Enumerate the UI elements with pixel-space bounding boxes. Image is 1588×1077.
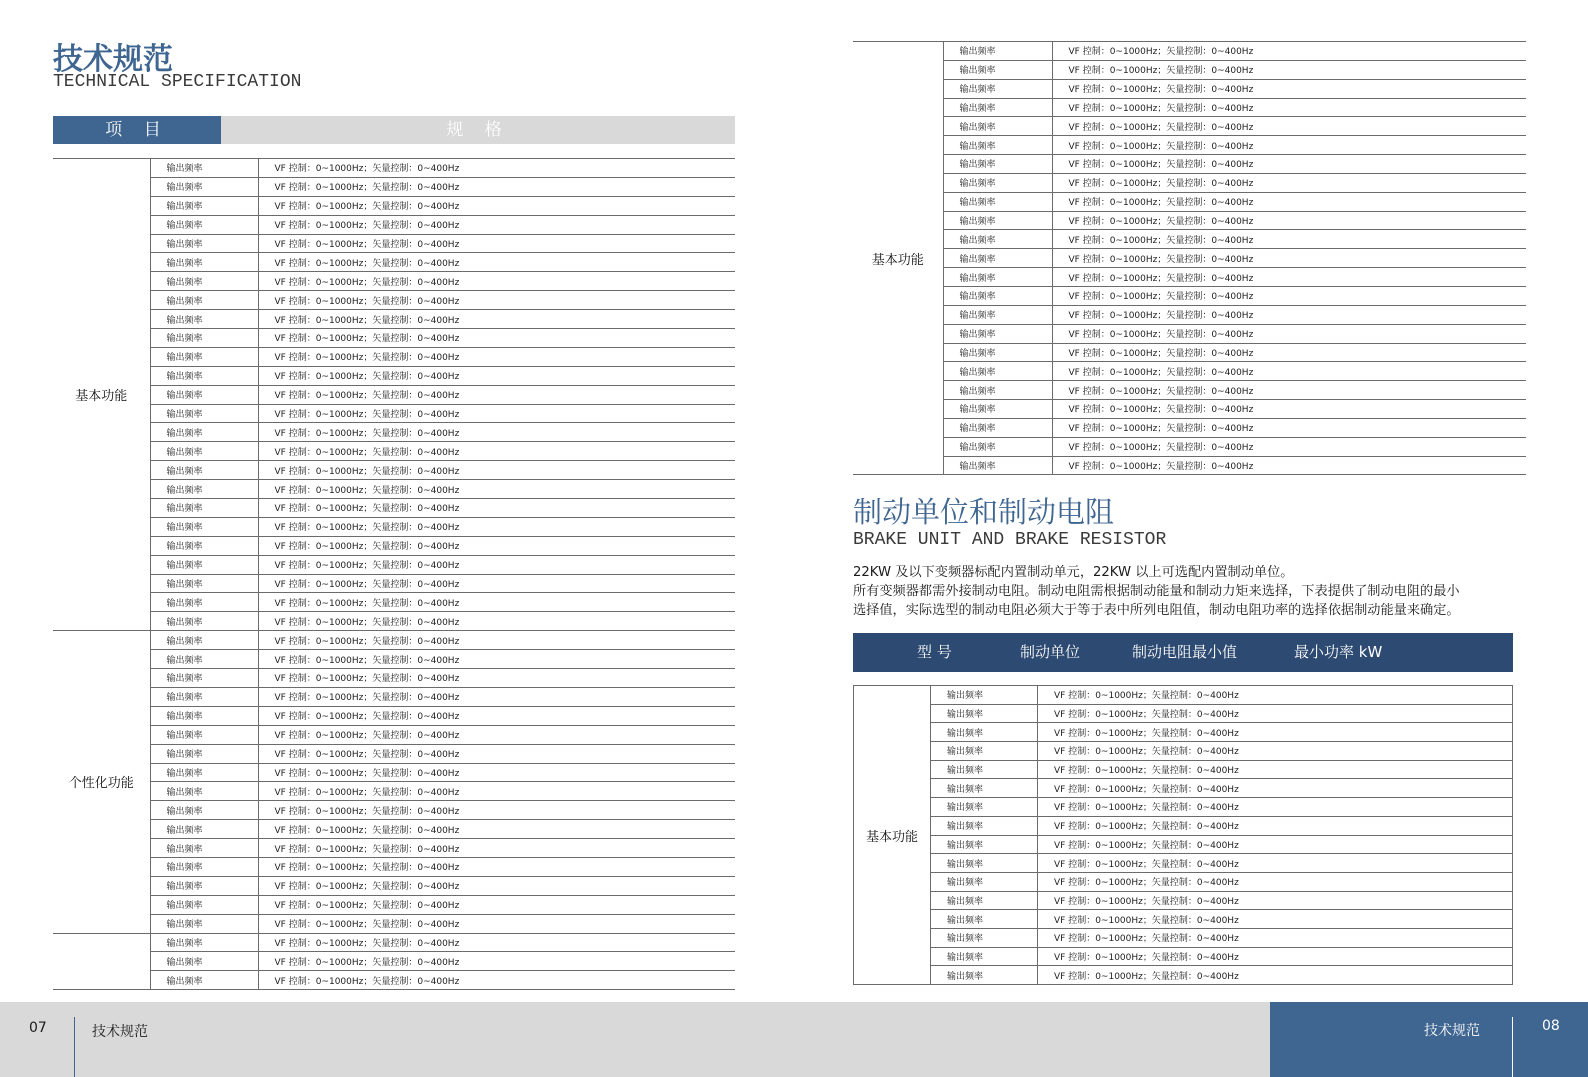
row-label: 输出频率 (150, 914, 258, 933)
brake-section-title: 制动单位和制动电阻 (853, 495, 1115, 529)
row-value: VF 控制：0~1000Hz；矢量控制：0~400Hz (258, 669, 735, 688)
table-row (854, 872, 1513, 891)
row-label: 输出频率 (150, 499, 258, 518)
row-label: 输出频率 (150, 933, 258, 952)
row-value: VF 控制：0~1000Hz；矢量控制：0~400Hz (1052, 79, 1526, 98)
row-value: VF 控制：0~1000Hz；矢量控制：0~400Hz (258, 763, 735, 782)
column-header-spec: 规 格 (446, 120, 510, 140)
row-label: 输出频率 (150, 366, 258, 385)
table-row (53, 196, 735, 215)
row-value: VF 控制：0~1000Hz；矢量控制：0~400Hz (258, 442, 735, 461)
row-label: 输出频率 (150, 404, 258, 423)
row-value: VF 控制：0~1000Hz；矢量控制：0~400Hz (258, 820, 735, 839)
table-row (854, 816, 1513, 835)
brake-table-body (854, 686, 1513, 985)
table-row (53, 801, 735, 820)
row-value: VF 控制：0~1000Hz；矢量控制：0~400Hz (258, 744, 735, 763)
table-row (53, 385, 735, 404)
row-value: VF 控制：0~1000Hz；矢量控制：0~400Hz (258, 876, 735, 895)
table-row (53, 517, 735, 536)
row-label: 输出频率 (150, 574, 258, 593)
table-row (53, 706, 735, 725)
row-label: 输出频率 (931, 816, 1038, 835)
row-label: 输出频率 (943, 155, 1052, 174)
table-row (854, 704, 1513, 723)
row-value: VF 控制：0~1000Hz；矢量控制：0~400Hz (1038, 686, 1513, 705)
row-value: VF 控制：0~1000Hz；矢量控制：0~400Hz (1038, 947, 1513, 966)
table-row (53, 329, 735, 348)
row-value: VF 控制：0~1000Hz；矢量控制：0~400Hz (1052, 136, 1526, 155)
row-value: VF 控制：0~1000Hz；矢量控制：0~400Hz (1038, 928, 1513, 947)
row-value: VF 控制：0~1000Hz；矢量控制：0~400Hz (258, 706, 735, 725)
row-value: VF 控制：0~1000Hz；矢量控制：0~400Hz (1038, 910, 1513, 929)
row-label: 输出频率 (150, 952, 258, 971)
row-value: VF 控制：0~1000Hz；矢量控制：0~400Hz (258, 933, 735, 952)
row-label: 输出频率 (943, 136, 1052, 155)
row-value: VF 控制：0~1000Hz；矢量控制：0~400Hz (1052, 117, 1526, 136)
row-value: VF 控制：0~1000Hz；矢量控制：0~400Hz (258, 687, 735, 706)
row-label: 输出频率 (150, 820, 258, 839)
brake-header-model: 型 号 (917, 643, 952, 661)
table-row (853, 98, 1526, 117)
table-row (853, 60, 1526, 79)
table-row (53, 347, 735, 366)
table-row (853, 418, 1526, 437)
row-value: VF 控制：0~1000Hz；矢量控制：0~400Hz (258, 499, 735, 518)
table-row (854, 947, 1513, 966)
row-value: VF 控制：0~1000Hz；矢量控制：0~400Hz (1038, 779, 1513, 798)
table-row (53, 725, 735, 744)
row-value: VF 控制：0~1000Hz；矢量控制：0~400Hz (258, 612, 735, 631)
row-label: 输出频率 (943, 98, 1052, 117)
table-row (53, 536, 735, 555)
row-value: VF 控制：0~1000Hz；矢量控制：0~400Hz (258, 310, 735, 329)
table-row (853, 136, 1526, 155)
table-row (53, 442, 735, 461)
table-row (53, 876, 735, 895)
row-label: 输出频率 (150, 177, 258, 196)
group-label: 基本功能 (53, 159, 150, 631)
row-value: VF 控制：0~1000Hz；矢量控制：0~400Hz (258, 404, 735, 423)
row-value: VF 控制：0~1000Hz；矢量控制：0~400Hz (1052, 381, 1526, 400)
table-header-band (53, 116, 735, 144)
row-label: 输出频率 (943, 286, 1052, 305)
row-value: VF 控制：0~1000Hz；矢量控制：0~400Hz (1052, 324, 1526, 343)
row-value: VF 控制：0~1000Hz；矢量控制：0~400Hz (1052, 249, 1526, 268)
table-row (53, 366, 735, 385)
column-header-item: 项 目 (53, 116, 221, 144)
row-value: VF 控制：0~1000Hz；矢量控制：0~400Hz (258, 215, 735, 234)
left-footer-section: 技术规范 (92, 1024, 148, 1040)
row-value: VF 控制：0~1000Hz；矢量控制：0~400Hz (1052, 400, 1526, 419)
row-value: VF 控制：0~1000Hz；矢量控制：0~400Hz (258, 593, 735, 612)
row-label: 输出频率 (943, 42, 1052, 61)
row-label: 输出频率 (150, 782, 258, 801)
table-row (53, 612, 735, 631)
table-row (53, 839, 735, 858)
row-label: 输出频率 (931, 798, 1038, 817)
row-value: VF 控制：0~1000Hz；矢量控制：0~400Hz (258, 253, 735, 272)
table-row (53, 499, 735, 518)
row-label: 输出频率 (943, 381, 1052, 400)
row-value: VF 控制：0~1000Hz；矢量控制：0~400Hz (258, 480, 735, 499)
row-label: 输出频率 (150, 650, 258, 669)
row-label: 输出频率 (943, 249, 1052, 268)
spec-table-left (53, 158, 735, 990)
brake-section-subtitle: BRAKE UNIT AND BRAKE RESISTOR (853, 530, 1167, 550)
row-value: VF 控制：0~1000Hz；矢量控制：0~400Hz (1052, 418, 1526, 437)
row-label: 输出频率 (150, 763, 258, 782)
row-label: 输出频率 (931, 854, 1038, 873)
table-row (53, 687, 735, 706)
brake-description-line: 选择值，实际选型的制动电阻必须大于等于表中所列电阻值，制动电阻功率的选择依据制动能量来确定。 (853, 603, 1460, 618)
row-label: 输出频率 (931, 872, 1038, 891)
row-value: VF 控制：0~1000Hz；矢量控制：0~400Hz (258, 234, 735, 253)
footer-divider-right (1512, 1017, 1513, 1077)
table-row (53, 159, 735, 178)
row-label: 输出频率 (150, 215, 258, 234)
table-row (53, 310, 735, 329)
row-label: 输出频率 (150, 517, 258, 536)
table-row (854, 966, 1513, 985)
table-row (854, 835, 1513, 854)
row-label: 输出频率 (931, 835, 1038, 854)
table-row (853, 79, 1526, 98)
brake-description-line: 所有变频器都需外接制动电阻。制动电阻需根据制动能量和制动力矩来选择，下表提供了制动电阻的最小 (853, 584, 1460, 599)
row-label: 输出频率 (150, 272, 258, 291)
row-label: 输出频率 (943, 305, 1052, 324)
row-label: 输出频率 (931, 928, 1038, 947)
table-row (53, 744, 735, 763)
footer-divider-left (74, 1017, 75, 1077)
table-row (853, 268, 1526, 287)
row-value: VF 控制：0~1000Hz；矢量控制：0~400Hz (1052, 437, 1526, 456)
table-row (53, 215, 735, 234)
row-value: VF 控制：0~1000Hz；矢量控制：0~400Hz (1038, 760, 1513, 779)
footer-right-panel (1270, 1002, 1588, 1077)
row-label: 输出频率 (150, 895, 258, 914)
row-label: 输出频率 (931, 760, 1038, 779)
table-row (854, 891, 1513, 910)
row-label: 输出频率 (943, 456, 1052, 475)
table-row (853, 230, 1526, 249)
table-row (854, 928, 1513, 947)
row-label: 输出频率 (931, 779, 1038, 798)
group-label (53, 933, 150, 990)
right-page-number: 08 (1542, 1018, 1560, 1034)
row-value: VF 控制：0~1000Hz；矢量控制：0~400Hz (1038, 798, 1513, 817)
brake-table (853, 685, 1513, 985)
row-value: VF 控制：0~1000Hz；矢量控制：0~400Hz (1038, 816, 1513, 835)
row-value: VF 控制：0~1000Hz；矢量控制：0~400Hz (1038, 723, 1513, 742)
table-row (53, 555, 735, 574)
table-row (853, 362, 1526, 381)
row-value: VF 控制：0~1000Hz；矢量控制：0~400Hz (258, 574, 735, 593)
row-value: VF 控制：0~1000Hz；矢量控制：0~400Hz (258, 857, 735, 876)
table-row (53, 234, 735, 253)
row-label: 输出频率 (150, 291, 258, 310)
row-label: 输出频率 (150, 801, 258, 820)
table-row (53, 933, 735, 952)
brake-header-unit: 制动单位 (1020, 643, 1081, 661)
row-label: 输出频率 (943, 324, 1052, 343)
row-label: 输出频率 (150, 536, 258, 555)
row-value: VF 控制：0~1000Hz；矢量控制：0~400Hz (1038, 966, 1513, 985)
row-value: VF 控制：0~1000Hz；矢量控制：0~400Hz (1052, 230, 1526, 249)
table-row (53, 763, 735, 782)
row-value: VF 控制：0~1000Hz；矢量控制：0~400Hz (1052, 42, 1526, 61)
row-value: VF 控制：0~1000Hz；矢量控制：0~400Hz (1038, 835, 1513, 854)
row-value: VF 控制：0~1000Hz；矢量控制：0~400Hz (258, 385, 735, 404)
page-title: 技术规范 (53, 42, 173, 77)
table-row (853, 305, 1526, 324)
row-value: VF 控制：0~1000Hz；矢量控制：0~400Hz (258, 272, 735, 291)
row-label: 输出频率 (150, 555, 258, 574)
table-row (53, 631, 735, 650)
row-value: VF 控制：0~1000Hz；矢量控制：0~400Hz (258, 196, 735, 215)
row-label: 输出频率 (943, 362, 1052, 381)
row-label: 输出频率 (150, 347, 258, 366)
row-label: 输出频率 (150, 669, 258, 688)
row-label: 输出频率 (931, 704, 1038, 723)
row-value: VF 控制：0~1000Hz；矢量控制：0~400Hz (1038, 742, 1513, 761)
left-page-number: 07 (29, 1020, 47, 1036)
table-row (53, 669, 735, 688)
table-row (854, 742, 1513, 761)
table-row (53, 404, 735, 423)
table-row (53, 461, 735, 480)
row-label: 输出频率 (931, 742, 1038, 761)
table-row (854, 854, 1513, 873)
table-row (853, 117, 1526, 136)
table-row (53, 895, 735, 914)
table-row (53, 593, 735, 612)
table-row (853, 192, 1526, 211)
row-label: 输出频率 (150, 480, 258, 499)
table-row (853, 324, 1526, 343)
brake-header-min-power: 最小功率 kW (1294, 643, 1383, 661)
row-label: 输出频率 (150, 310, 258, 329)
table-row (854, 798, 1513, 817)
row-value: VF 控制：0~1000Hz；矢量控制：0~400Hz (258, 347, 735, 366)
row-value: VF 控制：0~1000Hz；矢量控制：0~400Hz (258, 461, 735, 480)
table-row (53, 291, 735, 310)
table-row (53, 971, 735, 990)
table-row (53, 480, 735, 499)
row-label: 输出频率 (943, 211, 1052, 230)
row-label: 输出频率 (150, 442, 258, 461)
row-label: 输出频率 (931, 723, 1038, 742)
row-value: VF 控制：0~1000Hz；矢量控制：0~400Hz (258, 423, 735, 442)
row-label: 输出频率 (943, 60, 1052, 79)
table-row (854, 760, 1513, 779)
table-row (53, 272, 735, 291)
row-label: 输出频率 (150, 385, 258, 404)
row-label: 输出频率 (150, 253, 258, 272)
row-label: 输出频率 (943, 230, 1052, 249)
row-label: 输出频率 (943, 79, 1052, 98)
row-label: 输出频率 (150, 725, 258, 744)
row-value: VF 控制：0~1000Hz；矢量控制：0~400Hz (1038, 891, 1513, 910)
row-value: VF 控制：0~1000Hz；矢量控制：0~400Hz (1052, 211, 1526, 230)
table-row (853, 381, 1526, 400)
row-label: 输出频率 (943, 173, 1052, 192)
row-value: VF 控制：0~1000Hz；矢量控制：0~400Hz (1052, 268, 1526, 287)
group-label: 个性化功能 (53, 631, 150, 933)
row-value: VF 控制：0~1000Hz；矢量控制：0~400Hz (1052, 173, 1526, 192)
row-value: VF 控制：0~1000Hz；矢量控制：0~400Hz (258, 291, 735, 310)
row-value: VF 控制：0~1000Hz；矢量控制：0~400Hz (258, 914, 735, 933)
row-value: VF 控制：0~1000Hz；矢量控制：0~400Hz (1038, 872, 1513, 891)
row-value: VF 控制：0~1000Hz；矢量控制：0~400Hz (258, 536, 735, 555)
brake-table-header (853, 633, 1513, 672)
row-label: 输出频率 (931, 947, 1038, 966)
spec-table-left-body (53, 159, 735, 990)
table-row (853, 343, 1526, 362)
row-value: VF 控制：0~1000Hz；矢量控制：0~400Hz (258, 177, 735, 196)
table-row (853, 456, 1526, 475)
table-row (53, 952, 735, 971)
group-label: 基本功能 (853, 42, 943, 475)
row-value: VF 控制：0~1000Hz；矢量控制：0~400Hz (258, 971, 735, 990)
table-row (853, 400, 1526, 419)
row-label: 输出频率 (943, 268, 1052, 287)
row-value: VF 控制：0~1000Hz；矢量控制：0~400Hz (258, 839, 735, 858)
table-row (853, 211, 1526, 230)
row-value: VF 控制：0~1000Hz；矢量控制：0~400Hz (1052, 305, 1526, 324)
row-label: 输出频率 (943, 117, 1052, 136)
table-row (853, 286, 1526, 305)
row-value: VF 控制：0~1000Hz；矢量控制：0~400Hz (1052, 456, 1526, 475)
row-value: VF 控制：0~1000Hz；矢量控制：0~400Hz (1038, 704, 1513, 723)
row-label: 输出频率 (150, 423, 258, 442)
row-value: VF 控制：0~1000Hz；矢量控制：0~400Hz (258, 895, 735, 914)
row-label: 输出频率 (150, 461, 258, 480)
table-row (53, 820, 735, 839)
page-footer (0, 1002, 1588, 1077)
row-value: VF 控制：0~1000Hz；矢量控制：0~400Hz (1052, 192, 1526, 211)
row-label: 输出频率 (150, 329, 258, 348)
brake-description (853, 563, 1513, 620)
spec-table-right-body (853, 42, 1526, 475)
table-row (53, 914, 735, 933)
table-row (853, 437, 1526, 456)
row-value: VF 控制：0~1000Hz；矢量控制：0~400Hz (1052, 60, 1526, 79)
row-label: 输出频率 (931, 891, 1038, 910)
row-label: 输出频率 (150, 631, 258, 650)
row-value: VF 控制：0~1000Hz；矢量控制：0~400Hz (1052, 286, 1526, 305)
table-row (53, 253, 735, 272)
table-row (53, 650, 735, 669)
row-label: 输出频率 (931, 966, 1038, 985)
row-label: 输出频率 (150, 234, 258, 253)
row-value: VF 控制：0~1000Hz；矢量控制：0~400Hz (1052, 155, 1526, 174)
row-value: VF 控制：0~1000Hz；矢量控制：0~400Hz (258, 725, 735, 744)
row-label: 输出频率 (943, 418, 1052, 437)
row-label: 输出频率 (943, 343, 1052, 362)
row-value: VF 控制：0~1000Hz；矢量控制：0~400Hz (258, 159, 735, 178)
row-label: 输出频率 (150, 706, 258, 725)
row-value: VF 控制：0~1000Hz；矢量控制：0~400Hz (1038, 854, 1513, 873)
table-row (854, 723, 1513, 742)
table-row (854, 779, 1513, 798)
spec-table-right (853, 41, 1526, 475)
row-label: 输出频率 (150, 612, 258, 631)
row-value: VF 控制：0~1000Hz；矢量控制：0~400Hz (258, 782, 735, 801)
right-footer-section: 技术规范 (1424, 1023, 1480, 1039)
row-label: 输出频率 (150, 876, 258, 895)
table-row (853, 42, 1526, 61)
table-row (853, 173, 1526, 192)
table-row (853, 155, 1526, 174)
table-row (53, 857, 735, 876)
row-label: 输出频率 (943, 437, 1052, 456)
row-value: VF 控制：0~1000Hz；矢量控制：0~400Hz (258, 952, 735, 971)
group-label: 基本功能 (854, 686, 931, 985)
row-value: VF 控制：0~1000Hz；矢量控制：0~400Hz (1052, 98, 1526, 117)
row-label: 输出频率 (150, 196, 258, 215)
row-value: VF 控制：0~1000Hz；矢量控制：0~400Hz (258, 650, 735, 669)
row-value: VF 控制：0~1000Hz；矢量控制：0~400Hz (258, 329, 735, 348)
row-value: VF 控制：0~1000Hz；矢量控制：0~400Hz (258, 366, 735, 385)
table-row (853, 249, 1526, 268)
row-label: 输出频率 (150, 593, 258, 612)
row-value: VF 控制：0~1000Hz；矢量控制：0~400Hz (1052, 362, 1526, 381)
row-value: VF 控制：0~1000Hz；矢量控制：0~400Hz (258, 631, 735, 650)
row-label: 输出频率 (150, 839, 258, 858)
brake-description-line: 22KW 及以下变频器标配内置制动单元，22KW 以上可选配内置制动单位。 (853, 565, 1294, 580)
brake-header-min-resistance: 制动电阻最小值 (1132, 643, 1238, 661)
row-value: VF 控制：0~1000Hz；矢量控制：0~400Hz (258, 517, 735, 536)
row-label: 输出频率 (150, 857, 258, 876)
row-label: 输出频率 (150, 687, 258, 706)
row-label: 输出频率 (150, 971, 258, 990)
row-value: VF 控制：0~1000Hz；矢量控制：0~400Hz (1052, 343, 1526, 362)
table-row (854, 910, 1513, 929)
table-row (53, 574, 735, 593)
page-subtitle: TECHNICAL SPECIFICATION (53, 72, 302, 92)
row-label: 输出频率 (931, 686, 1038, 705)
row-label: 输出频率 (150, 159, 258, 178)
table-row (53, 177, 735, 196)
row-label: 输出频率 (943, 400, 1052, 419)
row-label: 输出频率 (931, 910, 1038, 929)
row-label: 输出频率 (150, 744, 258, 763)
table-row (53, 782, 735, 801)
row-value: VF 控制：0~1000Hz；矢量控制：0~400Hz (258, 555, 735, 574)
table-row (854, 686, 1513, 705)
row-value: VF 控制：0~1000Hz；矢量控制：0~400Hz (258, 801, 735, 820)
row-label: 输出频率 (943, 192, 1052, 211)
table-row (53, 423, 735, 442)
